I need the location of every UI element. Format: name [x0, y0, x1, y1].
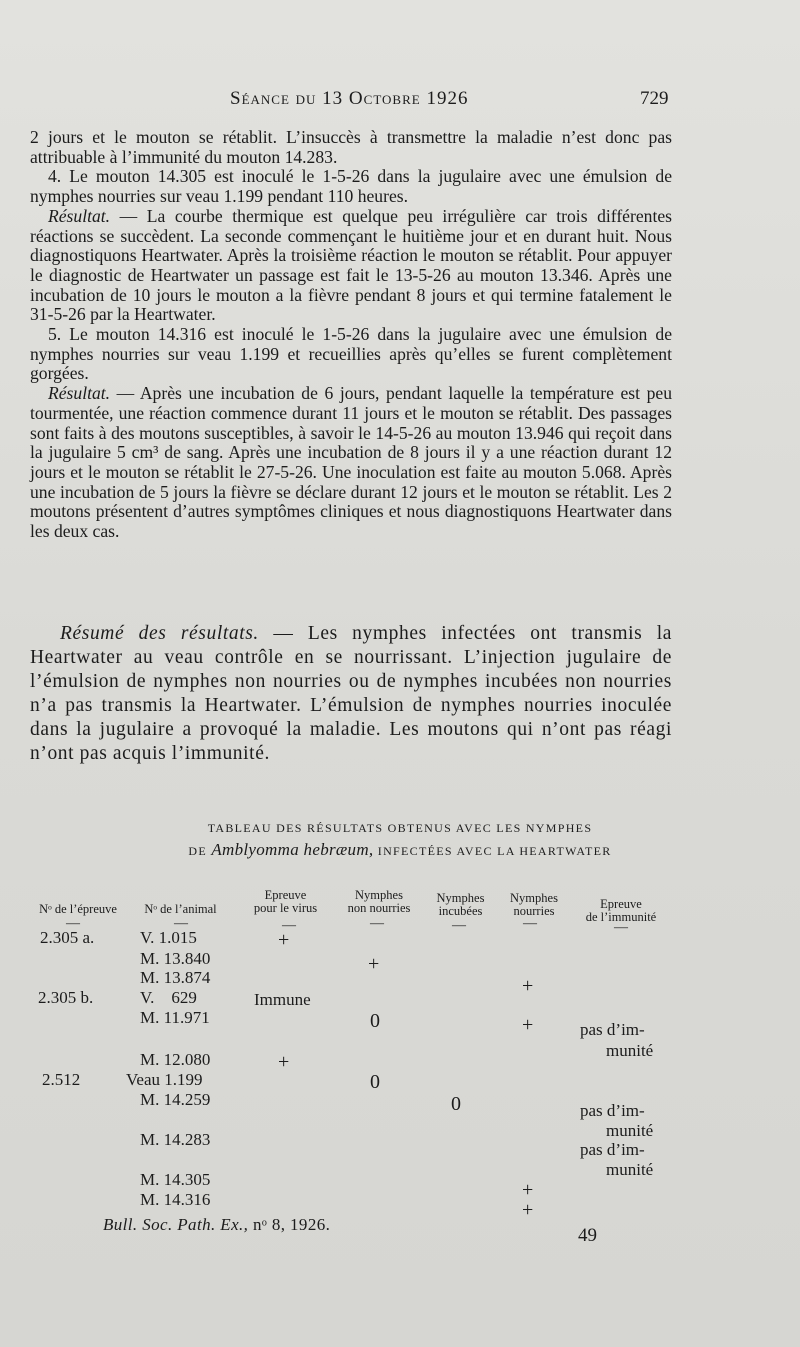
- paragraph: Résultat. — La courbe thermique est quelque peu irrégulière car trois différentes réactions se succèdent. La seconde commençant le huitième jour et en durant huit. Nous diagnostiquons Heartwater. Après la troisième réaction le mouton se rétablit. Pour appuyer le diagnostic de Heartwater un passage est fait le 13-5-26 au mouton 13.346. Après une incubation de 10 jours le mouton a la fièvre pendant 8 jours et qui termine fatalement le 31-5-26 par la Heartwater.: [30, 205, 672, 325]
- cell-animal: M. 13.840: [140, 949, 211, 968]
- paragraph: 2 jours et le mouton se rétablit. L’insuccès à transmettre la maladie n’est donc pas attribuable à l’immunité du mouton 14.283.: [30, 127, 672, 167]
- header-rule: —: [452, 918, 466, 933]
- cell-immunite: pas d’im-: [580, 1140, 645, 1159]
- cell-animal: Veau 1.199: [126, 1070, 203, 1089]
- header-epreuve-no: Nᵒ de l’épreuve: [39, 902, 117, 916]
- header-nourries: Nymphes nourries: [510, 891, 558, 918]
- paragraph: Résultat. — Après une incubation de 6 jours, pendant laquelle la température est peu tourmentée, une réaction commence durant 11 jours et le mouton se rétablit. Des passages sont faits à des moutons susceptibles, à savoir le 14-5-26 au mouton 13.946 qui reçoit dans la jugulaire 5 cm³ de sang. Après une incubation de 8 jours il y a une réaction durant 12 jours et le mouton se rétablit le 27-5-26. Une inoculation est faite au mouton 5.068. Après une incubation de 5 jours la fièvre se déclare durant 12 jours et le mouton se rétablit. Les 2 moutons présentent d’autres symptômes cliniques et nous diagnostiquons Heartwater dans les deux cas.: [30, 383, 672, 542]
- running-header: [0, 88, 800, 112]
- cell-immunite: munité: [606, 1160, 654, 1179]
- header-rule: —: [66, 916, 80, 931]
- signature-number: 49: [578, 1225, 597, 1246]
- body-text: [30, 128, 672, 542]
- cell-animal: M. 14.316: [140, 1190, 211, 1209]
- cell-animal: M. 14.259: [140, 1090, 211, 1109]
- header-rule: —: [370, 916, 384, 931]
- summary-paragraph: Résumé des résultats. — Les nymphes infectées ont transmis la Heartwater au veau contrôle en se nourrissant. L’injection jugulaire de l’émulsion de nymphes non nourries ou de nymphes incubées non nourries n’a pas transmis la Heartwater. L’émulsion de nymphes nourries inoculée dans la jugulaire a provoqué la maladie. Les moutons qui n’ont pas réagi n’ont pas acquis l’immunité.: [30, 623, 672, 764]
- cell-animal: M. 12.080: [140, 1050, 211, 1069]
- cell-immunite: munité: [606, 1121, 654, 1140]
- cell-animal: M. 13.874: [140, 968, 211, 987]
- table-title: TABLEAU DES RÉSULTATS OBTENUS AVEC LES NYMPHES DE Amblyomma hebræum, INFECTÉES AVEC LA HEARTWATER: [188, 821, 612, 859]
- cell-immunite: munité: [606, 1041, 654, 1060]
- cell-immunite: pas d’im-: [580, 1020, 645, 1039]
- paragraph-lead: Résultat.: [48, 205, 111, 226]
- header-rule: —: [523, 916, 537, 931]
- summary-section: [30, 622, 672, 766]
- paragraph-lead: Résultat.: [48, 383, 111, 404]
- cell-animal: V. 629: [140, 988, 197, 1007]
- cell-epreuve: 2.512: [42, 1070, 81, 1089]
- header-title: Séance du 13 Octobre 1926: [230, 88, 469, 109]
- cell-nourries: +: [522, 975, 534, 997]
- header-incubees: Nymphes incubées: [436, 891, 485, 918]
- header-rule: —: [174, 916, 188, 931]
- cell-nourries: +: [522, 1179, 534, 1201]
- cell-animal: M. 11.971: [140, 1008, 210, 1027]
- cell-virus: Immune: [254, 990, 311, 1009]
- page-number: 729: [640, 88, 669, 109]
- header-rule: —: [614, 920, 628, 935]
- cell-non-nourries: +: [368, 953, 380, 975]
- header-animal-no: Nᵒ de l’animal: [144, 902, 217, 916]
- cell-nourries: +: [522, 1014, 534, 1036]
- cell-non-nourries: 0: [370, 1071, 380, 1093]
- summary-lead: Résumé des résultats.: [60, 623, 259, 644]
- header-immunite: Epreuve de l’immunité: [585, 897, 657, 924]
- header-rule: —: [282, 918, 296, 933]
- cell-incubees: 0: [451, 1093, 461, 1115]
- cell-virus: +: [278, 929, 290, 951]
- cell-non-nourries: 0: [370, 1010, 380, 1032]
- cell-immunite: pas d’im-: [580, 1101, 645, 1120]
- cell-epreuve: 2.305 a.: [40, 928, 95, 947]
- paragraph: 4. Le mouton 14.305 est inoculé le 1-5-26 dans la jugulaire avec une émulsion de nymphes nourries sur veau 1.199 pendant 110 heures.: [30, 166, 672, 207]
- header-virus: Epreuve pour le virus: [253, 888, 318, 915]
- cell-animal: V. 1.015: [140, 928, 197, 947]
- cell-animal: M. 14.305: [140, 1170, 211, 1189]
- cell-animal: M. 14.283: [140, 1130, 211, 1149]
- footer-citation: Bull. Soc. Path. Ex., nᵒ 8, 1926.: [103, 1215, 331, 1234]
- paragraph: 5. Le mouton 14.316 est inoculé le 1-5-26 dans la jugulaire avec une émulsion de nymphes nourries sur veau 1.199 et recueillies après qu’elles se furent complètement gorgées.: [30, 324, 672, 384]
- cell-epreuve: 2.305 b.: [38, 988, 94, 1007]
- header-non-nourries: Nymphes non nourries: [347, 888, 411, 915]
- cell-virus: +: [278, 1051, 290, 1073]
- cell-nourries: +: [522, 1199, 534, 1221]
